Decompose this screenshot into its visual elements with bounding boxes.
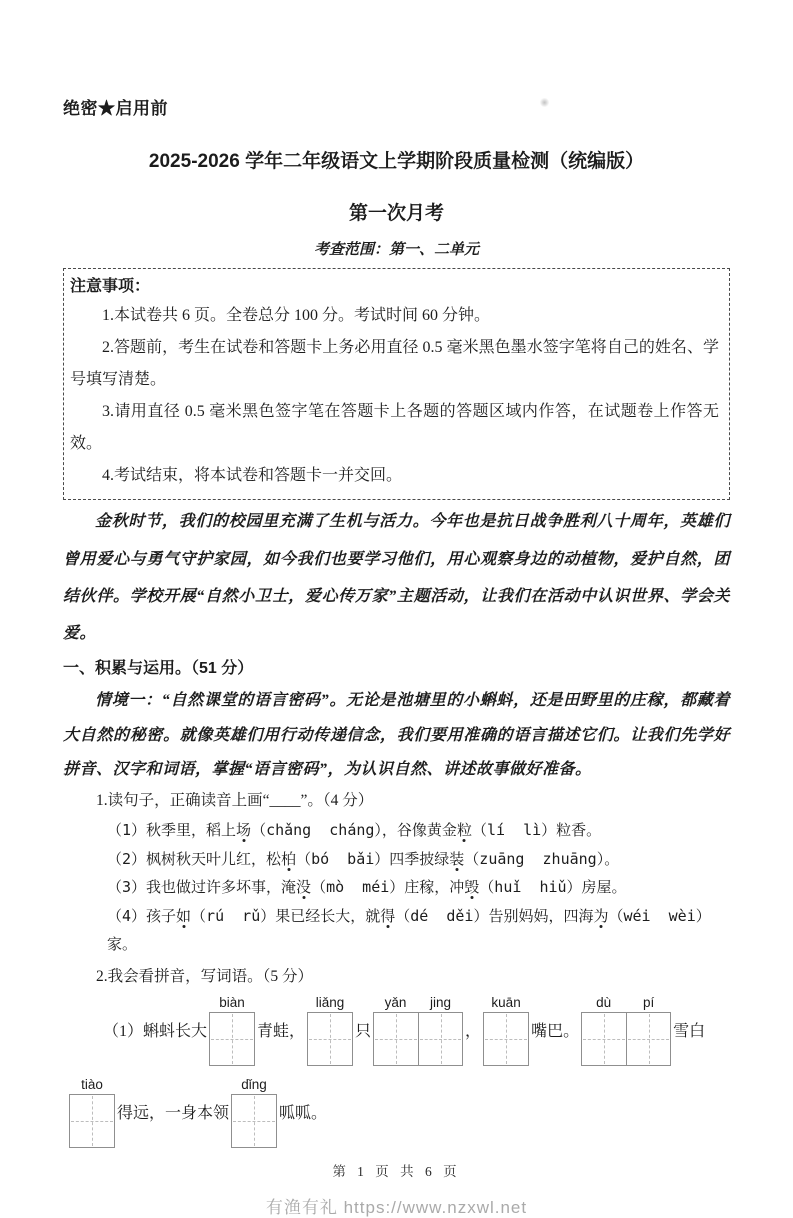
q1-text-segment: （chǎng cháng），谷像黄金 bbox=[251, 821, 457, 840]
exam-subtitle: 第一次月考 bbox=[348, 203, 444, 224]
pinyin-writing-box bbox=[483, 993, 529, 1066]
writing-cells bbox=[483, 1012, 529, 1066]
q1-text-segment: （dé děi）告别妈妈，四海 bbox=[395, 906, 594, 925]
q1-text-segment: （lí lì）粒香。 bbox=[471, 821, 602, 840]
section1-heading: 一、积累与运用。（51 分） bbox=[63, 659, 254, 677]
pinyin-label: biàn bbox=[219, 995, 245, 1011]
notice-item: 2.答题前，考生在试卷和答题卡上务必用直径 0.5 毫米黑色墨水签字笔将自己的姓名、学号填写清楚。 bbox=[70, 339, 719, 389]
q2-row bbox=[67, 1075, 730, 1148]
q1-items bbox=[63, 816, 730, 959]
notice-box bbox=[63, 268, 730, 500]
q2-text-segment: （1）蝌蚪长大 bbox=[103, 1023, 208, 1041]
pinyin-labels bbox=[69, 1075, 115, 1094]
q1-text-segment: （huǐ hiǔ）房屋。 bbox=[479, 878, 627, 897]
writing-cells bbox=[231, 1094, 277, 1148]
page-title: 2025-2026 学年二年级语文上学期阶段质量检测（统编版） bbox=[148, 151, 645, 172]
exam-scope: 考查范围：第一、二单元 bbox=[313, 242, 479, 258]
pinyin-label: kuān bbox=[491, 995, 521, 1011]
writing-cell bbox=[232, 1095, 276, 1147]
pinyin-label: liǎng bbox=[315, 995, 345, 1011]
q2-text-segment: 雪白 bbox=[673, 1023, 706, 1041]
scenario-paragraph: 情境一：“自然课堂的语言密码”。无论是池塘里的小蝌蚪，还是田野里的庄稼，都藏着大自然的秘密。就像英雄们用行动传递信念，我们要用准确的语言描述它们。让我们先学好拼音、汉字和词语，掌握“语言密码”，为认识自然、讲述故事做好准备。 bbox=[63, 692, 730, 778]
question1-stem: 1.读句子，正确读音上画“____”。（4 分） bbox=[96, 792, 374, 810]
pinyin-labels bbox=[209, 993, 255, 1012]
q1-text-segment: （bó bǎi）四季披绿 bbox=[296, 849, 450, 868]
notice-item: 4.考试结束，将本试卷和答题卡一并交回。 bbox=[102, 467, 403, 485]
q1-text-segment: （3）我也做过许多坏事，淹 bbox=[107, 878, 297, 897]
q1-text-segment: （wéi wèi）家。 bbox=[107, 906, 711, 954]
writing-cell bbox=[374, 1013, 418, 1065]
q2-text-segment: 得远，一身本领 bbox=[117, 1105, 230, 1123]
writing-cells bbox=[581, 1012, 671, 1066]
pinyin-label: dù bbox=[596, 995, 612, 1011]
pinyin-labels bbox=[373, 993, 463, 1012]
page-number: 第 1 页 共 6 页 bbox=[332, 1164, 461, 1180]
pinyin-labels bbox=[307, 993, 353, 1012]
pinyin-label: tiào bbox=[81, 1077, 103, 1093]
question2-block bbox=[63, 963, 730, 1149]
writing-cell bbox=[582, 1013, 626, 1065]
pinyin-labels bbox=[581, 993, 671, 1012]
dotted-character: 装 bbox=[449, 849, 465, 868]
writing-cell bbox=[210, 1013, 254, 1065]
classification-label: 绝密★启用前 bbox=[63, 99, 168, 118]
dotted-character: 场 bbox=[236, 821, 252, 840]
q1-text-segment: （zuāng zhuāng）。 bbox=[464, 849, 620, 868]
question2-stem: 2.我会看拼音，写词语。（5 分） bbox=[96, 967, 314, 985]
notice-item: 3.请用直径 0.5 毫米黑色签字笔在答题卡上各题的答题区域内作答，在试题卷上作答无效。 bbox=[70, 403, 719, 453]
q2-text-segment: 呱呱。 bbox=[279, 1105, 328, 1123]
pinyin-label: pí bbox=[642, 995, 655, 1011]
dotted-character: 如 bbox=[176, 906, 192, 925]
q2-text-segment: 青蛙， bbox=[257, 1023, 306, 1041]
q2-text-segment: ， bbox=[465, 1023, 482, 1041]
writing-cell bbox=[418, 1013, 462, 1065]
q1-text-segment: （2）枫树秋天叶儿红，松 bbox=[107, 849, 282, 868]
dotted-character: 柏 bbox=[281, 849, 297, 868]
q1-item bbox=[63, 873, 730, 902]
pinyin-writing-box bbox=[373, 993, 463, 1066]
q2-text-segment: 嘴巴。 bbox=[531, 1023, 580, 1041]
pinyin-labels bbox=[483, 993, 529, 1012]
dotted-character: 为 bbox=[593, 906, 609, 925]
pinyin-writing-box bbox=[581, 993, 671, 1066]
q2-row bbox=[103, 993, 730, 1066]
q1-item bbox=[63, 845, 730, 874]
q2-text-segment: 只 bbox=[355, 1023, 372, 1041]
scan-smudge-artifact bbox=[540, 98, 549, 107]
q1-text-segment: （rú rǔ）果已经长大，就 bbox=[191, 906, 381, 925]
pinyin-writing-box bbox=[307, 993, 353, 1066]
writing-cells bbox=[307, 1012, 353, 1066]
pinyin-writing-box bbox=[209, 993, 255, 1066]
dotted-character: 得 bbox=[380, 906, 396, 925]
notice-heading: 注意事项： bbox=[70, 278, 151, 295]
q1-text-segment: （1）秋季里，稻上 bbox=[107, 821, 237, 840]
pinyin-writing-box bbox=[69, 1075, 115, 1148]
writing-cell bbox=[484, 1013, 528, 1065]
writing-cells bbox=[69, 1094, 115, 1148]
writing-cell bbox=[70, 1095, 114, 1147]
watermark-text: 有渔有礼 https://www.nzxwl.net bbox=[265, 1198, 528, 1218]
q1-text-segment: （4）孩子 bbox=[107, 906, 177, 925]
q1-text-segment: （mò méi）庄稼，冲 bbox=[311, 878, 465, 897]
pinyin-label: yǎn bbox=[384, 995, 407, 1011]
dotted-character: 粒 bbox=[456, 821, 472, 840]
q1-item bbox=[63, 902, 730, 959]
pinyin-label: dǐng bbox=[241, 1077, 267, 1093]
q2-lines bbox=[63, 993, 730, 1148]
pinyin-label: jing bbox=[430, 995, 452, 1011]
notice-item: 1.本试卷共 6 页。全卷总分 100 分。考试时间 60 分钟。 bbox=[102, 307, 491, 325]
dotted-character: 没 bbox=[296, 878, 312, 897]
writing-cells bbox=[373, 1012, 463, 1066]
q1-item bbox=[63, 816, 730, 845]
writing-cell bbox=[308, 1013, 352, 1065]
writing-cell bbox=[626, 1013, 670, 1065]
pinyin-labels bbox=[231, 1075, 277, 1094]
dotted-character: 毁 bbox=[464, 878, 480, 897]
notice-items bbox=[70, 300, 719, 492]
writing-cells bbox=[209, 1012, 255, 1066]
pinyin-writing-box bbox=[231, 1075, 277, 1148]
intro-paragraph: 金秋时节，我们的校园里充满了生机与活力。今年也是抗日战争胜利八十周年，英雄们曾用爱心与勇气守护家园，如今我们也要学习他们，用心观察身边的动植物，爱护自然，团结伙伴。学校开展“自然小卫士，爱心传万家”主题活动，让我们在活动中认识世界、学会关爱。 bbox=[63, 513, 730, 642]
